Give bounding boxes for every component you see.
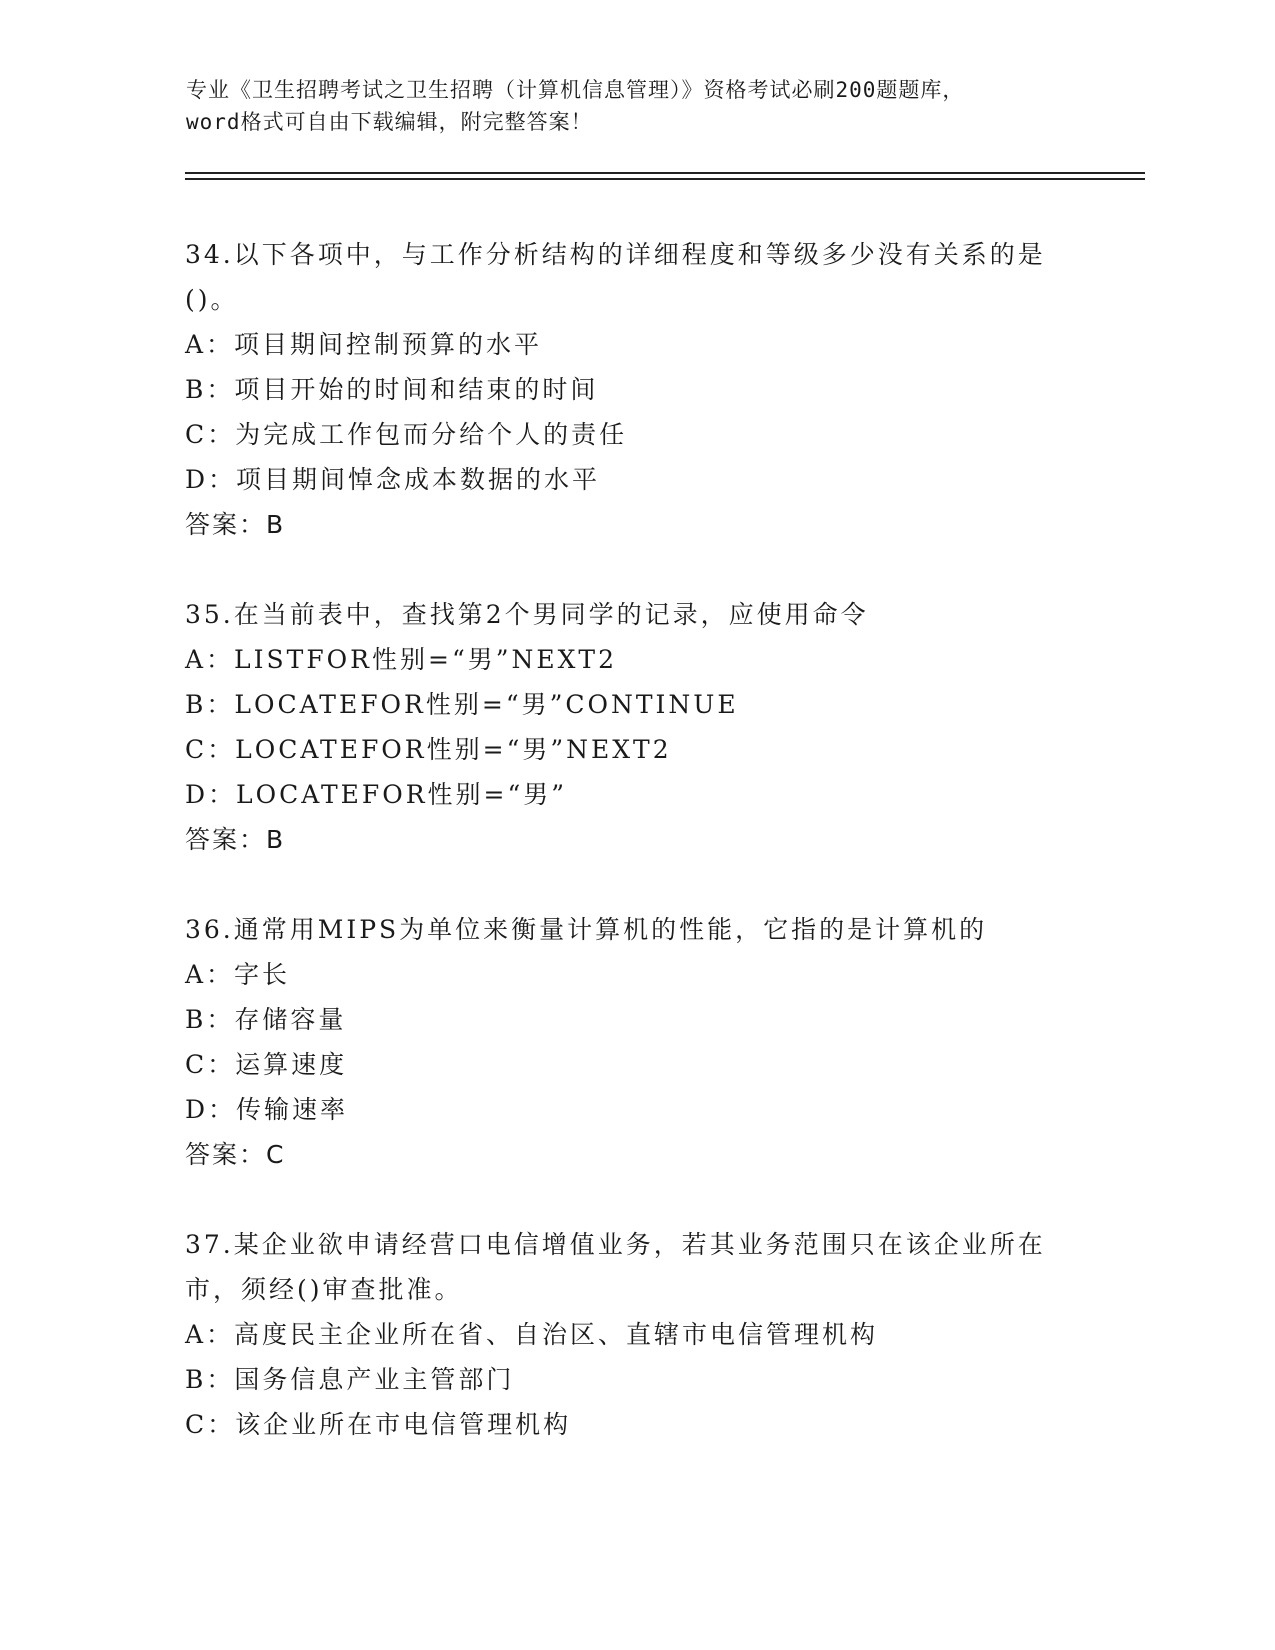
- option-c: C：运算速度: [185, 1050, 348, 1079]
- header-line-2: word格式可自由下载编辑，附完整答案！: [186, 110, 593, 134]
- document-header: [186, 74, 1086, 138]
- answer: 答案：B: [185, 510, 286, 539]
- question-stem: 36.通常用MIPS为单位来衡量计算机的性能，它指的是计算机的: [185, 915, 988, 944]
- header-line-1: 专业《卫生招聘考试之卫生招聘（计算机信息管理）》资格考试必刷200题题库，: [186, 78, 965, 102]
- question-35: [185, 592, 1085, 862]
- option-b: B：国务信息产业主管部门: [185, 1365, 515, 1394]
- question-36: [185, 907, 1085, 1177]
- option-d: D：项目期间悼念成本数据的水平: [185, 465, 601, 494]
- answer: 答案：C: [185, 1140, 286, 1169]
- option-a: A：字长: [185, 960, 291, 989]
- question-list: [185, 232, 1085, 1447]
- question-37: [185, 1222, 1085, 1447]
- option-c: C：该企业所在市电信管理机构: [185, 1410, 572, 1439]
- option-c: C：为完成工作包而分给个人的责任: [185, 420, 628, 449]
- option-d: D：传输速率: [185, 1095, 349, 1124]
- option-b: B：LOCATEFOR性别=“男”CONTINUE: [185, 690, 739, 719]
- question-stem: 35.在当前表中，查找第2个男同学的记录，应使用命令: [185, 600, 869, 629]
- answer: 答案：B: [185, 825, 286, 854]
- question-stem: 34.以下各项中，与工作分析结构的详细程度和等级多少没有关系的是()。: [185, 240, 1046, 314]
- option-a: A：高度民主企业所在省、自治区、直辖市电信管理机构: [185, 1320, 879, 1349]
- option-a: A：项目期间控制预算的水平: [185, 330, 543, 359]
- option-c: C：LOCATEFOR性别=“男”NEXT2: [185, 735, 672, 764]
- option-d: D：LOCATEFOR性别=“男”: [185, 780, 568, 809]
- option-b: B：项目开始的时间和结束的时间: [185, 375, 599, 404]
- option-a: A：LISTFOR性别=“男”NEXT2: [185, 645, 618, 674]
- question-stem: 37.某企业欲申请经营口电信增值业务，若其业务范围只在该企业所在市，须经()审查批准。: [185, 1230, 1046, 1304]
- header-divider-bottom: [185, 178, 1145, 180]
- header-divider-top: [185, 172, 1145, 174]
- question-34: [185, 232, 1085, 547]
- option-b: B：存储容量: [185, 1005, 347, 1034]
